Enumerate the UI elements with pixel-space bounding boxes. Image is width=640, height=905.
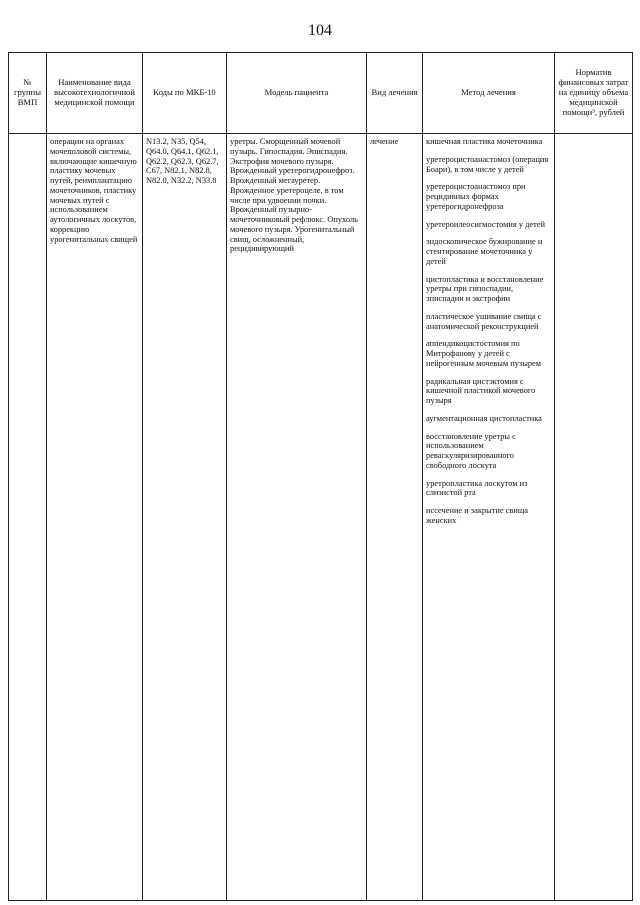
cell-group <box>9 134 47 901</box>
header-group: № группы ВМП <box>9 53 47 134</box>
method-item: иссечение и закрытие свища женских <box>426 506 528 525</box>
cell-treatment-type: лечение <box>367 134 423 901</box>
method-item: эндоскопическое бужирование и стентирование мочеточника у детей <box>426 237 543 266</box>
header-norm: Норматив финансовых затрат на единицу объема медицинской помощи³, рублей <box>555 53 633 134</box>
page-number: 104 <box>308 22 332 39</box>
method-item: аугментационная цистопластика <box>426 413 542 423</box>
header-name: Наименование вида высокотехнологичной медицинской помощи <box>47 53 143 134</box>
methods-list <box>426 137 551 526</box>
cell-name: операции на органах мочеполовой системы, включающие кишечную пластику мочевых путей, реимплантацию мочеточников, пластику мочевых путей с использованием аутологичных лоскутов, коррекцию урогенитальных свищей <box>47 134 143 901</box>
method-item: уретероцистоанастомоз при рецидивных формах уретерогидронефроза <box>426 182 526 211</box>
header-codes: Коды по МКБ-10 <box>143 53 227 134</box>
cell-codes: N13.2, N35, Q54, Q64.0, Q64.1, Q62.1, Q62.2, Q62.3, Q62.7, C67, N82.1, N82.8, N82.0, N32.2, N33.8 <box>143 134 227 901</box>
table-header-row <box>9 53 633 134</box>
method-item: уретероцистоанастомоз (операция Боари), в том числе у детей <box>426 154 549 174</box>
vmp-table <box>8 52 633 901</box>
method-item: аппендикоцистостомия по Митрофанову у детей с нейрогенным мочевым пузырем <box>426 339 542 368</box>
header-method: Метод лечения <box>423 53 555 134</box>
method-item: радикальная цистэктомия с кишечной пластикой мочевого пузыря <box>426 376 536 405</box>
method-item: кишечная пластика мочеточника <box>426 137 543 146</box>
header-model: Модель пациента <box>227 53 367 134</box>
table-row <box>9 134 633 901</box>
cell-methods <box>423 134 555 901</box>
method-item: цистопластика и восстановление уретры при гипоспадии, эписпадии и экстрофии <box>426 274 544 303</box>
cell-model: уретры. Сморщенный мочевой пузырь. Гипоспадия. Эписпадия. Экстрофия мочевого пузыря. Врожденный уретерогидронефроз. Врожденный мегауретер. Врожденное уретероцеле, в том числе при удвоении почки. Врожденный пузырно-мочеточниковый рефлюкс. Опухоль мочевого пузыря. Урогенитальный свищ, осложненный, рецидивирующий <box>227 134 367 901</box>
method-item: уретропластика лоскутом из слизистой рта <box>426 478 528 498</box>
method-item: восстановление уретры с использованием реваскуляризированного свободного лоскута <box>426 431 516 470</box>
method-item: пластическое ушивание свища с анатомической реконструкцией <box>426 311 542 331</box>
cell-norm <box>555 134 633 901</box>
header-treatment-type: Вид лечения <box>367 53 423 134</box>
method-item: уретероилеосигмостомия у детей <box>426 219 545 229</box>
